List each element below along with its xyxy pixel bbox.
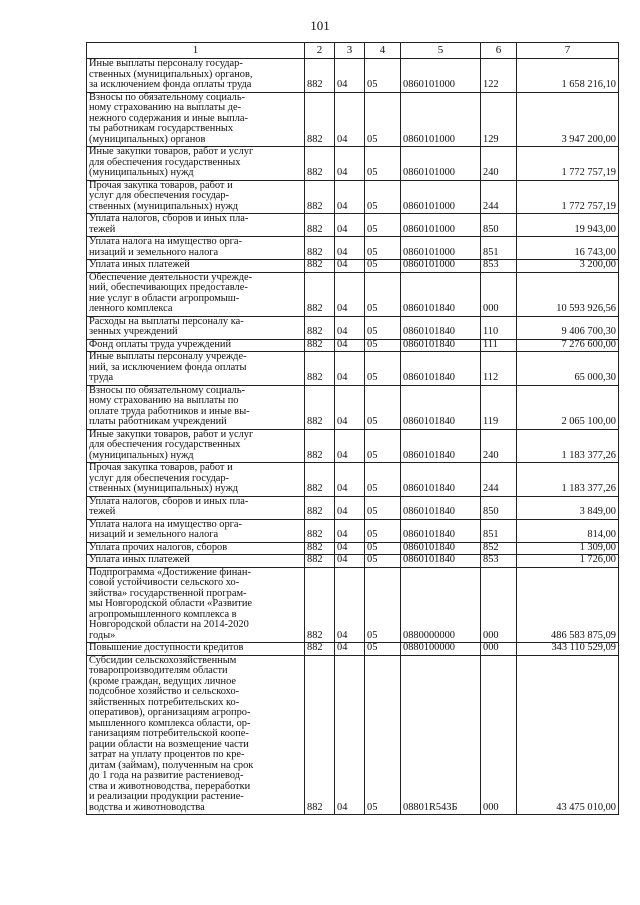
subsection-code-cell: 05 <box>365 59 401 93</box>
ministry-code-cell: 882 <box>305 180 335 214</box>
table-row <box>87 92 619 147</box>
section-code-cell: 04 <box>335 567 365 643</box>
ministry-code-cell: 882 <box>305 463 335 497</box>
subsection-code-cell: 05 <box>365 214 401 237</box>
target-article-cell: 0860101840 <box>401 519 481 542</box>
subsection-code-cell: 05 <box>365 260 401 273</box>
amount-cell: 1 309,00 <box>517 542 619 555</box>
header-cell: 1 <box>87 43 305 59</box>
amount-cell: 3 849,00 <box>517 496 619 519</box>
subsection-code-cell: 05 <box>365 180 401 214</box>
amount-cell: 486 583 875,09 <box>517 567 619 643</box>
header-cell: 6 <box>481 43 517 59</box>
expense-name-cell: Подпрограмма «Достижение финан- совой устойчивости сельского хо- зяйства» государственной програм- мы Новгородской области «Развитие агропромышленного комплекса в Новгородской области на 2014-2020 годы» <box>87 567 305 643</box>
header-row <box>87 43 619 59</box>
ministry-code-cell: 882 <box>305 542 335 555</box>
expense-name-cell: Обеспечение деятельности учрежде- ний, обеспечивающих предоставле- ние услуг в области агропромыш- ленного комплекса <box>87 272 305 316</box>
header-cell: 7 <box>517 43 619 59</box>
target-article-cell: 0860101840 <box>401 496 481 519</box>
target-article-cell: 0860101000 <box>401 214 481 237</box>
expense-name-cell: Уплата налогов, сборов и иных пла- тежей <box>87 214 305 237</box>
page-number: 101 <box>310 18 330 33</box>
amount-cell: 16 743,00 <box>517 237 619 260</box>
section-code-cell: 04 <box>335 237 365 260</box>
expense-name-cell: Иные закупки товаров, работ и услуг для обеспечения государственных (муниципальных) нужд <box>87 147 305 181</box>
table-row <box>87 555 619 568</box>
section-code-cell: 04 <box>335 180 365 214</box>
target-article-cell: 0860101000 <box>401 59 481 93</box>
target-article-cell: 0860101840 <box>401 316 481 339</box>
section-code-cell: 04 <box>335 352 365 386</box>
table-row <box>87 316 619 339</box>
expense-name-cell: Уплата налога на имущество орга- низаций и земельного налога <box>87 519 305 542</box>
table-row <box>87 655 619 815</box>
section-code-cell: 04 <box>335 385 365 429</box>
ministry-code-cell: 882 <box>305 272 335 316</box>
table-row <box>87 496 619 519</box>
expense-type-cell: 853 <box>481 260 517 273</box>
table-row <box>87 237 619 260</box>
section-code-cell: 04 <box>335 59 365 93</box>
table-row <box>87 567 619 643</box>
expense-name-cell: Взносы по обязательному социаль- ному страхованию на выплаты де- нежного содержания и иные выпла- ты работникам государственных (муниципальных) органов <box>87 92 305 147</box>
amount-cell: 1 183 377,26 <box>517 429 619 463</box>
subsection-code-cell: 05 <box>365 385 401 429</box>
amount-cell: 1 772 757,19 <box>517 180 619 214</box>
ministry-code-cell: 882 <box>305 59 335 93</box>
subsection-code-cell: 05 <box>365 272 401 316</box>
amount-cell: 2 065 100,00 <box>517 385 619 429</box>
amount-cell: 65 000,30 <box>517 352 619 386</box>
section-code-cell: 04 <box>335 429 365 463</box>
table-row <box>87 542 619 555</box>
amount-cell: 3 200,00 <box>517 260 619 273</box>
expense-name-cell: Уплата прочих налогов, сборов <box>87 542 305 555</box>
expense-type-cell: 851 <box>481 519 517 542</box>
amount-cell: 9 406 700,30 <box>517 316 619 339</box>
section-code-cell: 04 <box>335 555 365 568</box>
amount-cell: 814,00 <box>517 519 619 542</box>
section-code-cell: 04 <box>335 496 365 519</box>
table-row <box>87 214 619 237</box>
section-code-cell: 04 <box>335 92 365 147</box>
target-article-cell: 0860101840 <box>401 542 481 555</box>
target-article-cell: 0860101840 <box>401 272 481 316</box>
expense-type-cell: 000 <box>481 643 517 656</box>
subsection-code-cell: 05 <box>365 496 401 519</box>
ministry-code-cell: 882 <box>305 147 335 181</box>
header-cell: 4 <box>365 43 401 59</box>
expense-type-cell: 850 <box>481 214 517 237</box>
ministry-code-cell: 882 <box>305 339 335 352</box>
expense-type-cell: 129 <box>481 92 517 147</box>
ministry-code-cell: 882 <box>305 214 335 237</box>
target-article-cell: 0860101000 <box>401 237 481 260</box>
section-code-cell: 04 <box>335 463 365 497</box>
target-article-cell: 0860101840 <box>401 429 481 463</box>
expense-type-cell: 851 <box>481 237 517 260</box>
ministry-code-cell: 882 <box>305 429 335 463</box>
amount-cell: 43 475 010,00 <box>517 655 619 815</box>
target-article-cell: 0880000000 <box>401 567 481 643</box>
section-code-cell: 04 <box>335 643 365 656</box>
subsection-code-cell: 05 <box>365 147 401 181</box>
expense-type-cell: 122 <box>481 59 517 93</box>
subsection-code-cell: 05 <box>365 519 401 542</box>
expense-type-cell: 000 <box>481 655 517 815</box>
subsection-code-cell: 05 <box>365 643 401 656</box>
header-cell: 2 <box>305 43 335 59</box>
expense-name-cell: Уплата налогов, сборов и иных пла- тежей <box>87 496 305 519</box>
section-code-cell: 04 <box>335 272 365 316</box>
target-article-cell: 0860101840 <box>401 339 481 352</box>
subsection-code-cell: 05 <box>365 429 401 463</box>
expense-type-cell: 112 <box>481 352 517 386</box>
ministry-code-cell: 882 <box>305 643 335 656</box>
target-article-cell: 08801R543Б <box>401 655 481 815</box>
target-article-cell: 0860101000 <box>401 180 481 214</box>
expense-type-cell: 000 <box>481 272 517 316</box>
amount-cell: 1 772 757,19 <box>517 147 619 181</box>
header-cell: 3 <box>335 43 365 59</box>
expense-type-cell: 244 <box>481 463 517 497</box>
amount-cell: 10 593 926,56 <box>517 272 619 316</box>
expense-name-cell: Расходы на выплаты персоналу ка- зенных учреждений <box>87 316 305 339</box>
section-code-cell: 04 <box>335 655 365 815</box>
section-code-cell: 04 <box>335 542 365 555</box>
section-code-cell: 04 <box>335 316 365 339</box>
target-article-cell: 0860101840 <box>401 463 481 497</box>
subsection-code-cell: 05 <box>365 555 401 568</box>
expense-name-cell: Прочая закупка товаров, работ и услуг для обеспечения государ- ственных (муниципальных) нужд <box>87 463 305 497</box>
ministry-code-cell: 882 <box>305 316 335 339</box>
target-article-cell: 0880100000 <box>401 643 481 656</box>
expense-type-cell: 852 <box>481 542 517 555</box>
expense-name-cell: Субсидии сельскохозяйственным товаропроизводителям области (кроме граждан, ведущих личное подсобное хозяйство и сельскохо- зяйственных потребительских ко- оперативов), организациям агропро- мышленного комплекса области, ор- ганизациям потребительской коопе- рации области на возмещение части затрат на уплату процентов по кре- дитам (займам), полученным на срок до 1 года на развитие растениевод- ства и животноводства, переработки и реализации продукции растение- водства и животноводства <box>87 655 305 815</box>
ministry-code-cell: 882 <box>305 496 335 519</box>
expense-type-cell: 850 <box>481 496 517 519</box>
table-row <box>87 272 619 316</box>
target-article-cell: 0860101840 <box>401 352 481 386</box>
expense-type-cell: 240 <box>481 429 517 463</box>
amount-cell: 7 276 600,00 <box>517 339 619 352</box>
expense-type-cell: 000 <box>481 567 517 643</box>
ministry-code-cell: 882 <box>305 555 335 568</box>
subsection-code-cell: 05 <box>365 463 401 497</box>
section-code-cell: 04 <box>335 214 365 237</box>
expense-name-cell: Повышение доступности кредитов <box>87 643 305 656</box>
amount-cell: 343 110 529,09 <box>517 643 619 656</box>
expense-type-cell: 853 <box>481 555 517 568</box>
subsection-code-cell: 05 <box>365 92 401 147</box>
target-article-cell: 0860101840 <box>401 385 481 429</box>
table-row <box>87 385 619 429</box>
table-row <box>87 180 619 214</box>
expense-type-cell: 111 <box>481 339 517 352</box>
amount-cell: 1 726,00 <box>517 555 619 568</box>
subsection-code-cell: 05 <box>365 339 401 352</box>
subsection-code-cell: 05 <box>365 237 401 260</box>
expense-name-cell: Уплата иных платежей <box>87 260 305 273</box>
expense-type-cell: 110 <box>481 316 517 339</box>
ministry-code-cell: 882 <box>305 260 335 273</box>
subsection-code-cell: 05 <box>365 567 401 643</box>
ministry-code-cell: 882 <box>305 385 335 429</box>
ministry-code-cell: 882 <box>305 352 335 386</box>
subsection-code-cell: 05 <box>365 316 401 339</box>
subsection-code-cell: 05 <box>365 655 401 815</box>
table-row <box>87 643 619 656</box>
target-article-cell: 0860101000 <box>401 260 481 273</box>
table-row <box>87 352 619 386</box>
table-row <box>87 463 619 497</box>
amount-cell: 3 947 200,00 <box>517 92 619 147</box>
ministry-code-cell: 882 <box>305 237 335 260</box>
table-row <box>87 59 619 93</box>
expense-name-cell: Иные выплаты персоналу учрежде- ний, за исключением фонда оплаты труда <box>87 352 305 386</box>
expense-name-cell: Иные выплаты персоналу государ- ственных (муниципальных) органов, за исключением фонда оплаты труда <box>87 59 305 93</box>
expense-name-cell: Взносы по обязательному социаль- ному страхованию на выплаты по оплате труда работников и иные вы- платы работникам учреждений <box>87 385 305 429</box>
ministry-code-cell: 882 <box>305 519 335 542</box>
expense-type-cell: 244 <box>481 180 517 214</box>
section-code-cell: 04 <box>335 147 365 181</box>
amount-cell: 19 943,00 <box>517 214 619 237</box>
budget-table <box>86 42 619 815</box>
table-row <box>87 339 619 352</box>
table-row <box>87 519 619 542</box>
table-row <box>87 260 619 273</box>
amount-cell: 1 658 216,10 <box>517 59 619 93</box>
expense-name-cell: Уплата налога на имущество орга- низаций и земельного налога <box>87 237 305 260</box>
expense-type-cell: 240 <box>481 147 517 181</box>
target-article-cell: 0860101000 <box>401 92 481 147</box>
subsection-code-cell: 05 <box>365 352 401 386</box>
target-article-cell: 0860101000 <box>401 147 481 181</box>
expense-name-cell: Прочая закупка товаров, работ и услуг для обеспечения государ- ственных (муниципальных) нужд <box>87 180 305 214</box>
ministry-code-cell: 882 <box>305 655 335 815</box>
target-article-cell: 0860101840 <box>401 555 481 568</box>
section-code-cell: 04 <box>335 519 365 542</box>
ministry-code-cell: 882 <box>305 567 335 643</box>
expense-type-cell: 119 <box>481 385 517 429</box>
expense-name-cell: Иные закупки товаров, работ и услуг для обеспечения государственных (муниципальных) нужд <box>87 429 305 463</box>
subsection-code-cell: 05 <box>365 542 401 555</box>
table-row <box>87 429 619 463</box>
expense-name-cell: Фонд оплаты труда учреждений <box>87 339 305 352</box>
section-code-cell: 04 <box>335 339 365 352</box>
expense-name-cell: Уплата иных платежей <box>87 555 305 568</box>
section-code-cell: 04 <box>335 260 365 273</box>
ministry-code-cell: 882 <box>305 92 335 147</box>
header-cell: 5 <box>401 43 481 59</box>
amount-cell: 1 183 377,26 <box>517 463 619 497</box>
table-row <box>87 147 619 181</box>
